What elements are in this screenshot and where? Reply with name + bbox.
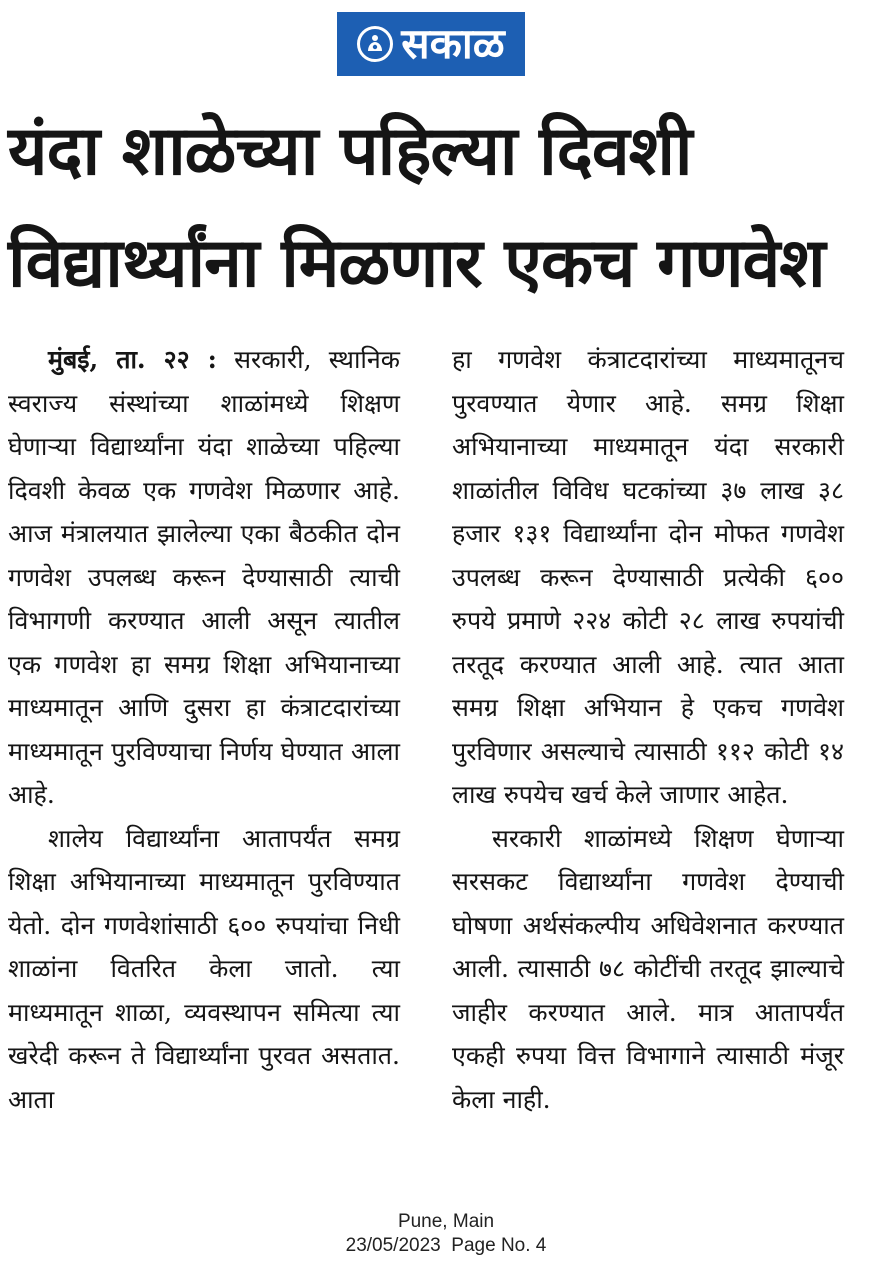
page-footer [0,1210,892,1258]
date-page-label: 23/05/2023 Page No. 4 [345,1235,547,1256]
article-dateline: मुंबई, ता. २२ : [48,345,217,374]
article-column-left [8,338,400,1121]
article-paragraph: सरकारी शाळांमध्ये शिक्षण घेणाऱ्या सरसकट विद्यार्थ्यांना गणवेश देण्याची घोषणा अर्थसंकल्पीय अधिवेशनात करण्यात आली. त्यासाठी ७८ कोटींची तरतूद झाल्याचे जाहीर करण्यात आले. मात्र आतापर्यंत एकही रुपया वित्त विभागाने त्यासाठी मंजूर केला नाही. [452,823,844,1114]
newspaper-logo: सकाळ [401,19,505,68]
article-paragraph: हा गणवेश कंत्राटदारांच्या माध्यमातूनच पुरवण्यात येणार आहे. समग्र शिक्षा अभियानाच्या माध्यमातून यंदा सरकारी शाळांतील विविध घटकांच्या ३७ लाख ३८ हजार १३१ विद्यार्थ्यांना दोन मोफत गणवेश उपलब्ध करून देण्यासाठी प्रत्येकी ६०० रुपये प्रमाणे २२४ कोटी २८ लाख रुपयांची तरतूद करण्यात आली आहे. त्यात आता समग्र शिक्षा अभियान हे एकच गणवेश पुरविणार असल्याचे त्यासाठी ११२ कोटी १४ लाख रुपयेच खर्च केले जाणार आहेत. [452,345,844,809]
article-paragraph-text: सरकारी, स्थानिक स्वराज्य संस्थांच्या शाळांमध्ये शिक्षण घेणाऱ्या विद्यार्थ्यांना यंदा शाळेच्या पहिल्या दिवशी केवळ एक गणवेश मिळणार आहे. आज मंत्रालयात झालेल्या एका बैठकीत दोन गणवेश उपलब्ध करून देण्यासाठी त्याची विभागणी करण्यात आली असून त्यातील एक गणवेश हा समग्र शिक्षा अभियानाच्या माध्यमातून आणि दुसरा हा कंत्राटदारांच्या माध्यमातून पुरविण्याचा निर्णय घेण्यात आला आहे. [8,345,400,809]
headline-line-1: यंदा शाळेच्या पहिल्या दिवशी [8,112,692,191]
article-headline [8,96,884,320]
sakal-emblem-icon [357,26,393,62]
article-paragraph [8,338,400,817]
article-column-right [452,338,844,1121]
edition-label: Pune, Main [397,1211,495,1232]
headline-line-2: विद्यार्थ्यांना मिळणार एकच गणवेश [8,224,825,303]
newspaper-masthead [337,12,525,76]
article-paragraph: शालेय विद्यार्थ्यांना आतापर्यंत समग्र शिक्षा अभियानाच्या माध्यमातून पुरविण्यात येतो. दोन गणवेशांसाठी ६०० रुपयांचा निधी शाळांना वितरित केला जातो. त्या माध्यमातून शाळा, व्यवस्थापन समित्या त्या खरेदी करून ते विद्यार्थ्यांना पुरवत असतात. आता [8,823,400,1114]
